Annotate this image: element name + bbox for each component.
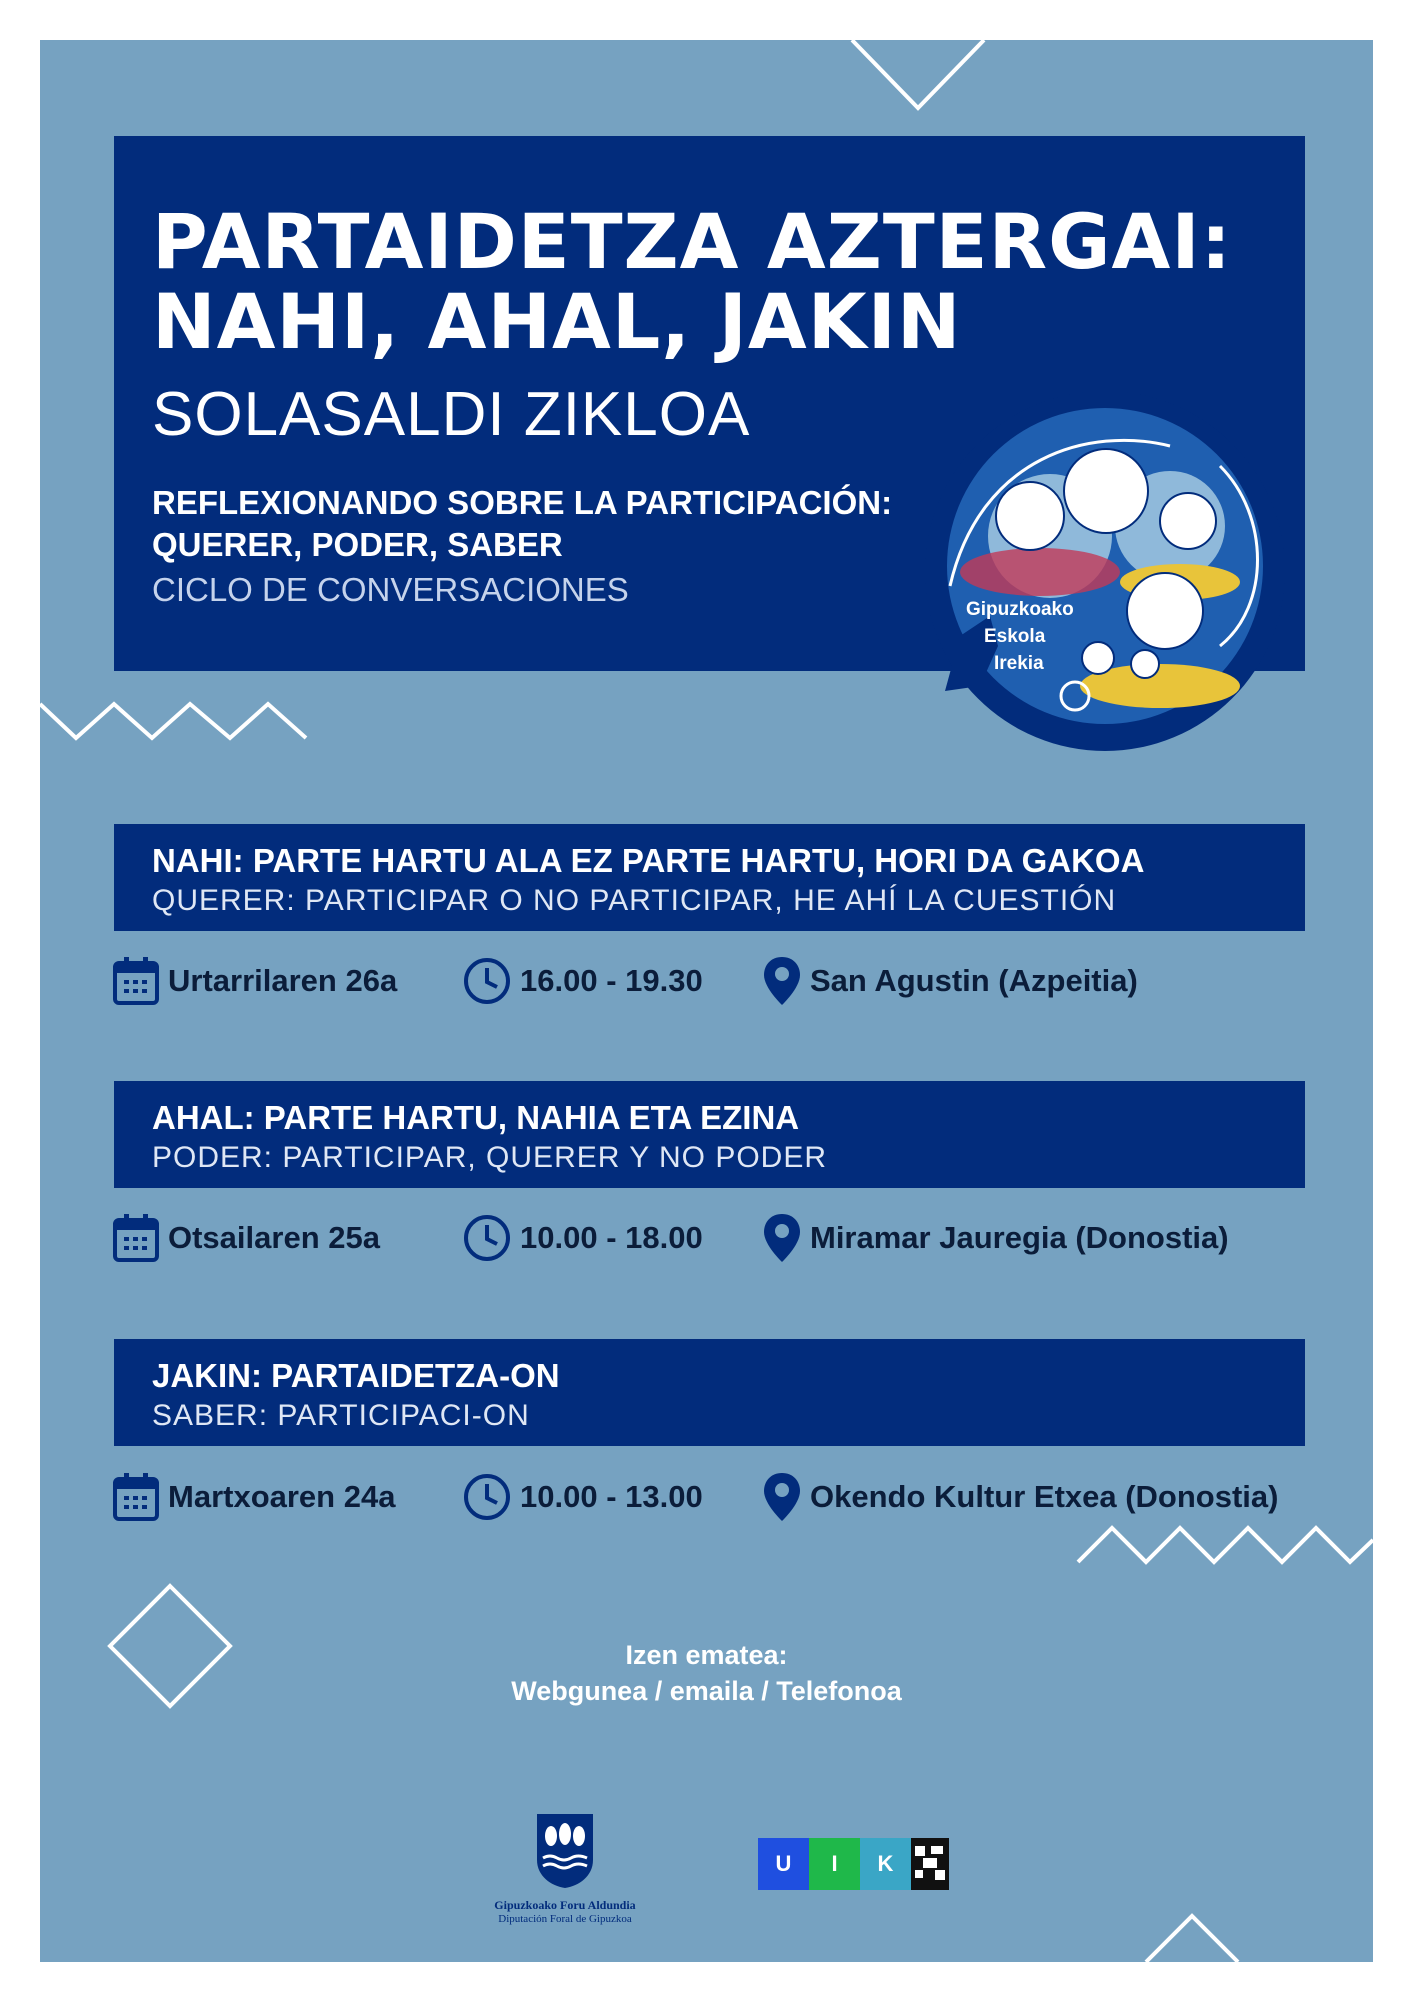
logo-line-3: Irekia (994, 653, 1044, 674)
session-2-title-es: PODER: PARTICIPAR, QUERER Y NO PODER (152, 1141, 828, 1174)
title-line-1: PARTAIDETZA AZTERGAI: (152, 197, 1232, 286)
calendar-icon (112, 1213, 160, 1263)
session-3-title-es: SABER: PARTICIPACI-ON (152, 1399, 530, 1432)
clock-icon (462, 1213, 512, 1263)
spanish-line-2: QUERER, PODER, SABER (152, 526, 563, 563)
uik-pattern-icon (911, 1838, 949, 1890)
session-3-place (762, 1470, 1278, 1524)
gipuzkoa-name-es: Diputación Foral de Gipuzkoa (498, 1913, 632, 1925)
registration-channels: Webgunea / emaila / Telefonoa (511, 1676, 902, 1706)
bottom-chevron (1146, 1916, 1238, 1962)
gei-logo-illustration (920, 386, 1290, 756)
uik-letter-k: K (860, 1838, 911, 1890)
clock-icon (462, 1472, 512, 1522)
calendar-icon (112, 1472, 160, 1522)
session-3-date-text: Martxoaren 24a (168, 1479, 396, 1514)
gipuzkoa-name-eu: Gipuzkoako Foru Aldundia (494, 1898, 636, 1912)
subtitle: SOLASALDI ZIKLOA (152, 380, 751, 449)
session-2-date (112, 1211, 380, 1265)
logo-text (966, 596, 1074, 677)
spanish-heading (152, 482, 892, 566)
session-3-time (462, 1470, 703, 1524)
registration-label: Izen ematea: (625, 1640, 788, 1670)
session-3-time-text: 10.00 - 13.00 (520, 1479, 703, 1514)
session-2-place (762, 1211, 1229, 1265)
session-1-date (112, 954, 397, 1008)
uik-letter-u: U (758, 1838, 809, 1890)
gipuzkoa-foru-aldundia-logo (470, 1810, 660, 1925)
session-3-title-eu: JAKIN: PARTAIDETZA-ON (152, 1357, 560, 1394)
spanish-line-1: REFLEXIONANDO SOBRE LA PARTICIPACIÓN: (152, 484, 893, 521)
session-1-title-eu: NAHI: PARTE HARTU ALA EZ PARTE HARTU, HORI DA GAKOA (152, 842, 1145, 879)
location-pin-icon (762, 955, 802, 1007)
session-1-place (762, 954, 1138, 1008)
session-2-place-text: Miramar Jauregia (Donostia) (810, 1220, 1229, 1255)
logo-line-1: Gipuzkoako (966, 599, 1074, 620)
session-3-date (112, 1470, 395, 1524)
location-pin-icon (762, 1212, 802, 1264)
session-2-title-eu: AHAL: PARTE HARTU, NAHIA ETA EZINA (152, 1099, 800, 1136)
session-2-bar (114, 1081, 1305, 1188)
logo-line-2: Eskola (984, 626, 1046, 647)
gipuzkoa-shield-icon (533, 1810, 597, 1890)
uik-letter-i: I (809, 1838, 860, 1890)
session-2-time-text: 10.00 - 18.00 (520, 1220, 703, 1255)
session-1-bar (114, 824, 1305, 931)
session-3-bar (114, 1339, 1305, 1446)
title-line-2: NAHI, AHAL, JAKIN (152, 277, 962, 366)
session-1-date-text: Urtarrilaren 26a (168, 963, 398, 998)
clock-icon (462, 956, 512, 1006)
session-1-place-text: San Agustin (Azpeitia) (810, 963, 1138, 998)
session-2-time (462, 1211, 703, 1265)
session-1-title-es: QUERER: PARTICIPAR O NO PARTICIPAR, HE AHÍ LA CUESTIÓN (152, 884, 1117, 917)
right-zigzag (1078, 1528, 1373, 1562)
session-1-time (462, 954, 703, 1008)
gei-logo (920, 386, 1290, 756)
left-zigzag (40, 704, 306, 738)
calendar-icon (112, 956, 160, 1006)
main-title (152, 197, 1232, 366)
uik-logo (758, 1838, 949, 1890)
session-3-place-text: Okendo Kultur Etxea (Donostia) (810, 1479, 1279, 1514)
session-1-time-text: 16.00 - 19.30 (520, 963, 703, 998)
top-chevron (852, 40, 984, 108)
poster (40, 40, 1373, 1962)
spanish-subheading: CICLO DE CONVERSACIONES (152, 571, 629, 608)
location-pin-icon (762, 1471, 802, 1523)
session-2-date-text: Otsailaren 25a (168, 1220, 380, 1255)
